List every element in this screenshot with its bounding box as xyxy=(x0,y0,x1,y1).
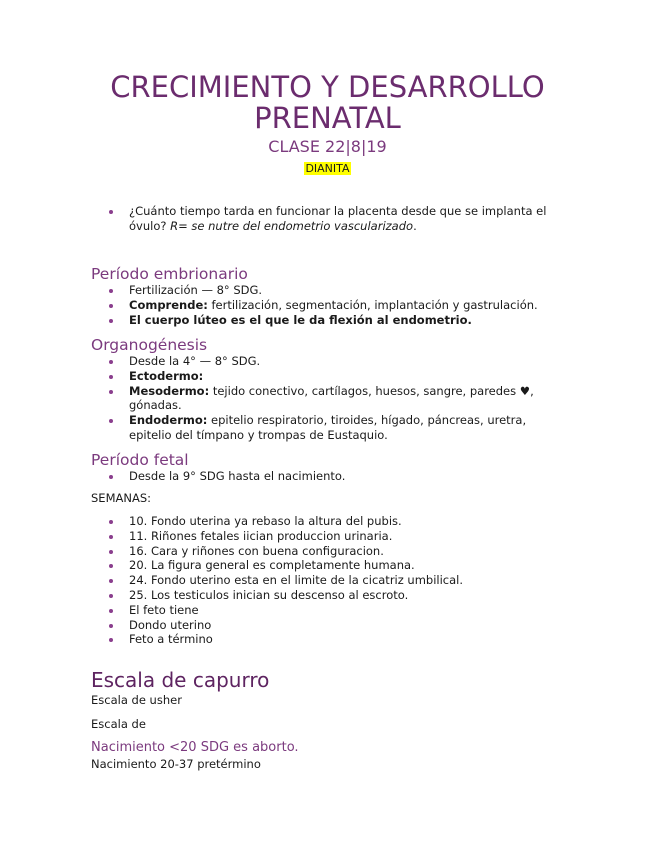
semana-item: 11. Riñones fetales iician produccion urinaria. xyxy=(91,529,571,544)
semanas-list xyxy=(91,514,571,647)
organogenesis-heading: Organogénesis xyxy=(91,336,208,354)
intro-question-item xyxy=(91,204,581,234)
answer-text: se nutre del endometrio vascularizado xyxy=(191,218,414,233)
answer-suffix: . xyxy=(413,218,417,233)
fetal-list xyxy=(91,469,571,484)
document-title xyxy=(0,72,655,134)
list-item xyxy=(91,384,571,414)
semana-item: Dondo uterino xyxy=(91,618,571,633)
semana-item: El feto tiene xyxy=(91,603,571,618)
semanas-section xyxy=(91,514,571,647)
list-item: Fertilización — 8° SDG. xyxy=(91,283,571,298)
semana-item: Feto a término xyxy=(91,632,571,647)
semana-item: 24. Fondo uterino esta en el limite de la cicatriz umbilical. xyxy=(91,573,571,588)
subtitle: CLASE 22|8|19 xyxy=(268,137,387,156)
item-text: tejido conectivo, cartílagos, huesos, sangre, paredes ♥, gónadas. xyxy=(129,383,534,413)
organogenesis-list xyxy=(91,354,571,443)
title-line-1: CRECIMIENTO Y DESARROLLO xyxy=(110,70,545,104)
embrionario-heading: Período embrionario xyxy=(91,265,248,283)
author-highlight: DIANITA xyxy=(305,162,350,175)
capurro-heading: Escala de capurro xyxy=(91,668,270,692)
semana-item: 25. Los testiculos inician su descenso al escroto. xyxy=(91,588,571,603)
list-item xyxy=(91,369,571,384)
fetal-section xyxy=(91,451,571,484)
item-label: Endodermo: xyxy=(129,413,208,428)
item-label: Comprende: xyxy=(129,297,208,312)
fetal-heading: Período fetal xyxy=(91,451,189,469)
list-item xyxy=(91,298,571,313)
question-text: ¿Cuánto tiempo tarda en funcionar la placenta desde que se implanta el óvulo? xyxy=(129,204,547,233)
answer-prefix: R= xyxy=(170,218,188,233)
semana-item: 10. Fondo uterina ya rebaso la altura del pubis. xyxy=(91,514,571,529)
capurro-line-2: Escala de xyxy=(91,717,146,731)
item-label: Mesodermo: xyxy=(129,383,210,398)
item-label: Ectodermo: xyxy=(129,368,204,383)
title-line-2: PRENATAL xyxy=(254,101,401,135)
nacimiento-line: Nacimiento 20-37 pretérmino xyxy=(91,757,261,771)
item-bold-text: El cuerpo lúteo es el que le da flexión al endometrio. xyxy=(129,312,472,327)
list-item xyxy=(91,413,571,443)
embrionario-list xyxy=(91,283,571,327)
item-text: epitelio respiratorio, tiroides, hígado, páncreas, uretra, epitelio del tímpano y trompas de Eustaquio. xyxy=(129,413,527,442)
capurro-line-1: Escala de usher xyxy=(91,693,182,707)
intro-section xyxy=(91,204,581,234)
embrionario-section xyxy=(91,265,571,327)
semanas-label: SEMANAS: xyxy=(91,491,151,505)
item-text: fertilización, segmentación, implantación y gastrulación. xyxy=(207,297,538,312)
list-item xyxy=(91,313,571,328)
semana-item: 20. La figura general es completamente humana. xyxy=(91,558,571,573)
semana-item: 16. Cara y riñones con buena configuracion. xyxy=(91,544,571,559)
nacimiento-heading: Nacimiento <20 SDG es aborto. xyxy=(91,740,299,755)
list-item: Desde la 9° SDG hasta el nacimiento. xyxy=(91,469,571,484)
author-wrap xyxy=(0,157,655,176)
list-item: Desde la 4° — 8° SDG. xyxy=(91,354,571,369)
organogenesis-section xyxy=(91,336,571,443)
intro-list xyxy=(91,204,581,234)
